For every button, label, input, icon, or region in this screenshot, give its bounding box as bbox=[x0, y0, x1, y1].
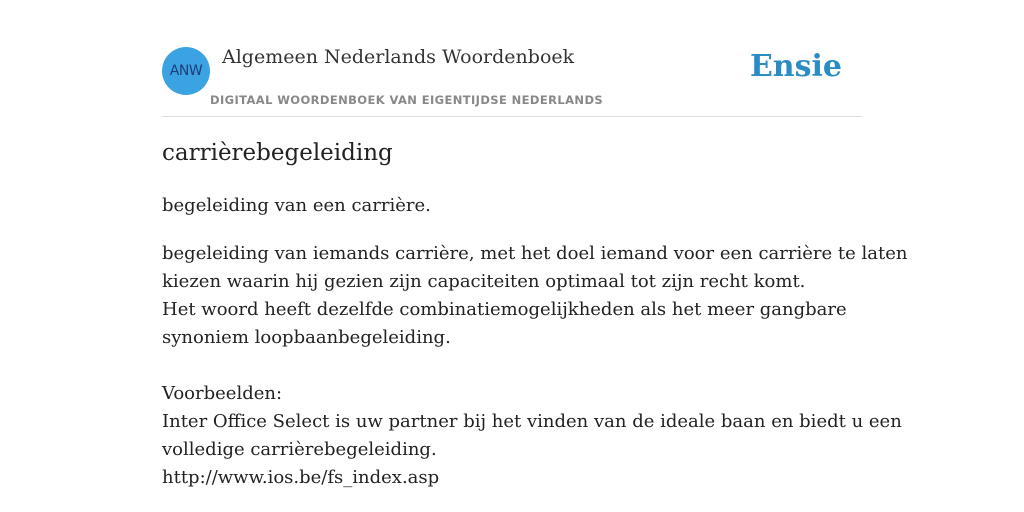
spacer bbox=[162, 352, 862, 380]
site-title[interactable]: Algemeen Nederlands Woordenboek bbox=[222, 46, 575, 68]
site-header bbox=[162, 0, 862, 117]
entry-description bbox=[162, 240, 908, 492]
ensie-brand-link[interactable]: Ensie bbox=[749, 49, 842, 84]
short-definition: begeleiding van een carrière. bbox=[162, 195, 431, 216]
example-line: volledige carrièrebegeleiding. bbox=[162, 439, 437, 460]
page-title: carrièrebegeleiding bbox=[162, 140, 393, 166]
source-url: http://www.ios.be/fs_index.asp bbox=[162, 467, 440, 488]
description-line: synoniem loopbaanbegeleiding. bbox=[162, 327, 451, 348]
site-subtitle: DIGITAAL WOORDENBOEK VAN EIGENTIJDSE NEDERLANDS bbox=[210, 93, 604, 107]
example-line: Inter Office Select is uw partner bij het vinden van de ideale baan en biedt u een bbox=[162, 411, 902, 432]
examples-label: Voorbeelden: bbox=[162, 383, 283, 404]
description-line: Het woord heeft dezelfde combinatiemogelijkheden als het meer gangbare bbox=[162, 299, 847, 320]
anw-logo-text: ANW bbox=[169, 63, 203, 79]
description-line: kiezen waarin hij gezien zijn capaciteiten optimaal tot zijn recht komt. bbox=[162, 271, 806, 292]
anw-logo[interactable] bbox=[162, 47, 210, 95]
description-line: begeleiding van iemands carrière, met het doel iemand voor een carrière te laten bbox=[162, 243, 908, 264]
